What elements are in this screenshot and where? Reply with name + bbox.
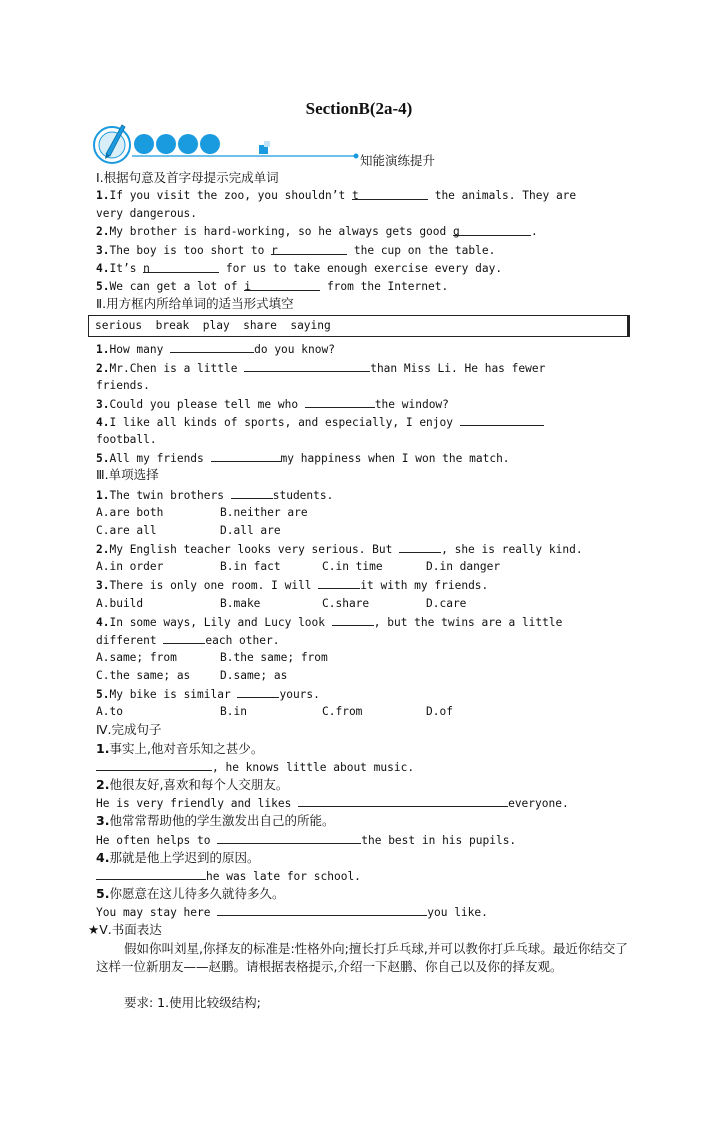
p1-item-1-cont: very dangerous. — [96, 207, 198, 220]
part1-heading: Ⅰ.根据句意及首字母提示完成单词 — [96, 170, 279, 185]
p4-item-5-en: You may stay here you like. — [96, 906, 488, 919]
p4-item-3-en: He often helps to the best in his pupils. — [96, 834, 517, 847]
p3-q1-options-cd: C.are all D.all are — [96, 524, 281, 537]
p3-q1: 1.The twin brothers students. — [96, 489, 334, 502]
p2-item-5: 5.All my friends my happiness when I won the match. — [96, 452, 510, 465]
p3-q1-options-ab: A.are both B.neither are — [96, 506, 308, 519]
p3-q5-options: A.to B.in C.from D.of — [96, 705, 453, 718]
p3-q3: 3.There is only one room. I will it with my friends. — [96, 579, 489, 592]
p3-q3-options: A.build B.make C.share D.care — [96, 597, 467, 610]
p4-item-2-en: He is very friendly and likes everyone. — [96, 797, 569, 810]
p4-item-3-cn: 3.他常常帮助他的学生激发出自己的所能。 — [96, 813, 335, 828]
p4-item-1-en: , he knows little about music. — [96, 759, 414, 776]
p1-item-3: 3.The boy is too short to r the cup on the table. — [96, 244, 496, 257]
p2-item-3: 3.Could you please tell me who the window? — [96, 398, 449, 411]
part5-paragraph: 假如你叫刘星,你择友的标准是:性格外向;擅长打乒乓球,并可以教你打乒乓球。最近你结交了这样一位新朋友——赵鹏。请根据表格提示,介绍一下赵鹏、你自己以及你的择友观。 — [96, 941, 628, 974]
part5-requirement: 要求: 1.使用比较级结构; — [124, 995, 261, 1010]
p1-item-2: 2.My brother is hard-working, so he always gets good g . — [96, 225, 538, 238]
p4-item-4-cn: 4.那就是他上学迟到的原因。 — [96, 850, 260, 865]
p4-item-1-cn: 1.事实上,他对音乐知之甚少。 — [96, 741, 264, 756]
p2-item-1: 1.How many do you know? — [96, 343, 335, 356]
p3-q5: 5.My bike is similar yours. — [96, 688, 320, 701]
p4-item-4-en: he was late for school. — [96, 868, 361, 885]
part3-heading: Ⅲ.单项选择 — [96, 467, 159, 482]
word-box-words: serious break play share saying — [95, 319, 331, 332]
p4-item-5-cn: 5.你愿意在这儿待多久就待多久。 — [96, 886, 285, 901]
p1-item-5: 5.We can get a lot of i from the Internet. — [96, 280, 449, 293]
part4-heading: Ⅳ.完成句子 — [96, 722, 162, 737]
p1-item-1: 1.If you visit the zoo, you shouldn’t t the animals. They are — [96, 189, 577, 202]
banner-label: 知能演练提升 — [360, 153, 436, 168]
p2-item-2: 2.Mr.Chen is a little than Miss Li. He has fewer — [96, 362, 546, 375]
p3-q4-cont: different each other. — [96, 634, 280, 647]
part2-heading: Ⅱ.用方框内所给单词的适当形式填空 — [96, 296, 294, 311]
p3-q4-options-cd: C.the same; as D.same; as — [96, 669, 288, 682]
p2-item-4: 4.I like all kinds of sports, and especially, I enjoy — [96, 414, 544, 431]
p3-q4-options-ab: A.same; from B.the same; from — [96, 651, 328, 664]
part5-heading: ★Ⅴ.书面表达 — [88, 922, 162, 937]
p2-item-4-cont: football. — [96, 433, 157, 446]
p3-q2-options: A.in order B.in fact C.in time D.in danger — [96, 560, 501, 573]
p2-item-2-cont: friends. — [96, 379, 150, 392]
p4-item-2-cn: 2.他很友好,喜欢和每个人交朋友。 — [96, 777, 289, 792]
word-box — [88, 315, 630, 337]
p1-item-4: 4.It’s n for us to take enough exercise every day. — [96, 262, 503, 275]
p3-q2: 2.My English teacher looks very serious. But , she is really kind. — [96, 543, 583, 556]
page-title: SectionB(2a-4) — [305, 99, 413, 118]
p3-q4: 4.In some ways, Lily and Lucy look , but the twins are a little — [96, 616, 563, 629]
pen-badge-icon — [94, 125, 130, 163]
